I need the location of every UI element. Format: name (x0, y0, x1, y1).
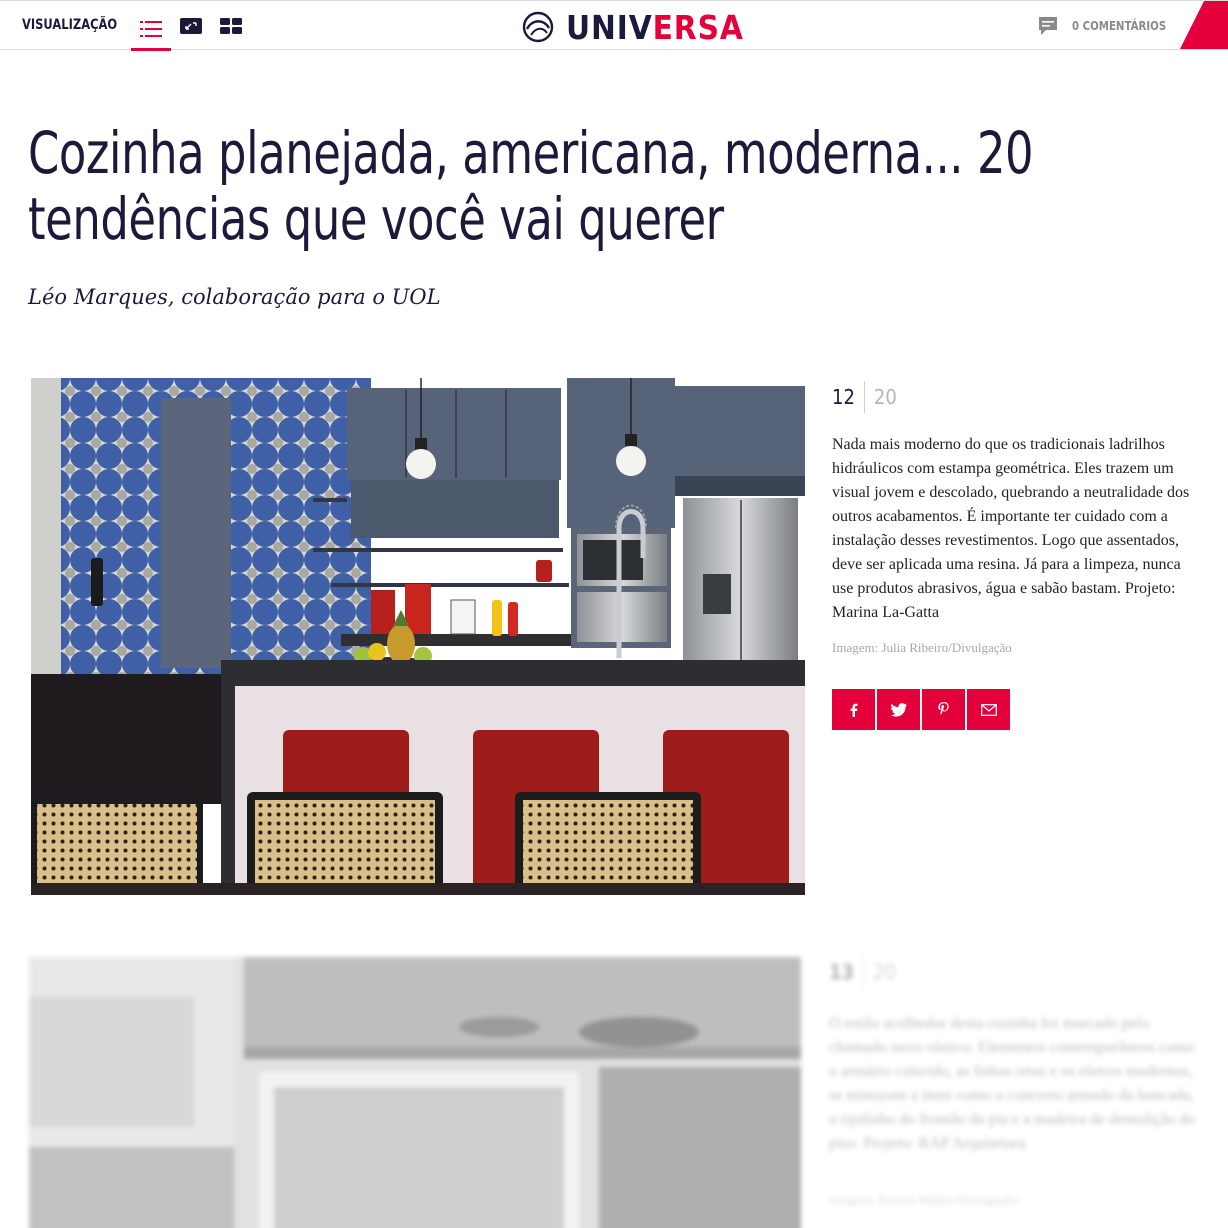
next-slide (0, 940, 1228, 1228)
share-twitter-button[interactable] (877, 689, 920, 730)
comments-link[interactable] (1038, 16, 1183, 36)
corner-accent (1180, 1, 1228, 49)
facebook-icon (847, 703, 861, 717)
universa-logo-mark-icon (522, 11, 554, 43)
article-byline: Léo Marques, colaboração para o UOL (28, 285, 441, 309)
rustic-kitchen-photo-illustration (29, 957, 801, 1228)
next-slide-total: 20 (873, 960, 896, 984)
grid-icon (220, 18, 242, 34)
next-slide-counter (829, 956, 896, 988)
gallery-photo-rustic-kitchen[interactable] (29, 957, 801, 1228)
gallery-photo-kitchen[interactable] (31, 378, 805, 895)
view-list-button[interactable] (131, 9, 171, 51)
slide-total: 20 (873, 385, 897, 409)
comments-count: 0 COMENTÁRIOS (1072, 19, 1167, 33)
comment-bubble-icon (1038, 16, 1058, 36)
share-email-button[interactable] (967, 689, 1010, 730)
view-fullscreen-button[interactable] (171, 9, 211, 43)
top-bar (0, 0, 1228, 50)
view-mode-label: VISUALIZAÇÃO (22, 17, 118, 33)
slide-counter (832, 381, 897, 413)
twitter-icon (891, 703, 907, 717)
list-icon (140, 20, 162, 38)
universa-logo[interactable] (522, 8, 744, 47)
logo-wordmark: UNIVERSA (566, 8, 744, 47)
pinterest-icon (938, 702, 950, 717)
next-slide-caption: O estilo acolhedor desta cozinha foi marcado pelo chamado novo rústico. Elementos contemporâneos como o armário colorido, as linhas retas e os eletros modernos, se misturam a itens como o concreto armado da bancada, o tijolinho do frontão da pia e a madeira de demolição do piso. Projeto: RAP Arquitetura (829, 1015, 1196, 1152)
slide-current-index: 12 (832, 381, 865, 413)
next-slide-credit: Imagem: Evelyn Müller/Divulgação (829, 1192, 1018, 1207)
share-facebook-button[interactable] (832, 689, 875, 730)
slide-caption: Nada mais moderno do que os tradicionais ladrilhos hidráulicos com estampa geométrica. Eles trazem um visual jovem e descolado, quebrando a neutralidade dos outros acabamentos. É importante ter cuidado com a instalação desses revestimentos. Logo que assentados, deve ser aplicada uma resina. Já para a limpeza, nunca use produtos abrasivos, água e sabão bastam. Projeto: Marina La-Gatta (832, 436, 1190, 621)
email-icon (981, 704, 997, 716)
view-grid-button[interactable] (211, 9, 251, 43)
share-buttons (832, 689, 1010, 730)
image-credit: Imagem: Julia Ribeiro/Divulgação (832, 640, 1012, 655)
expand-icon (180, 18, 202, 34)
article-headline: Cozinha planejada, americana, moderna... 20 tendências que você vai querer (28, 119, 1034, 253)
next-slide-index: 13 (829, 956, 864, 988)
kitchen-photo-illustration (31, 378, 805, 895)
share-pinterest-button[interactable] (922, 689, 965, 730)
